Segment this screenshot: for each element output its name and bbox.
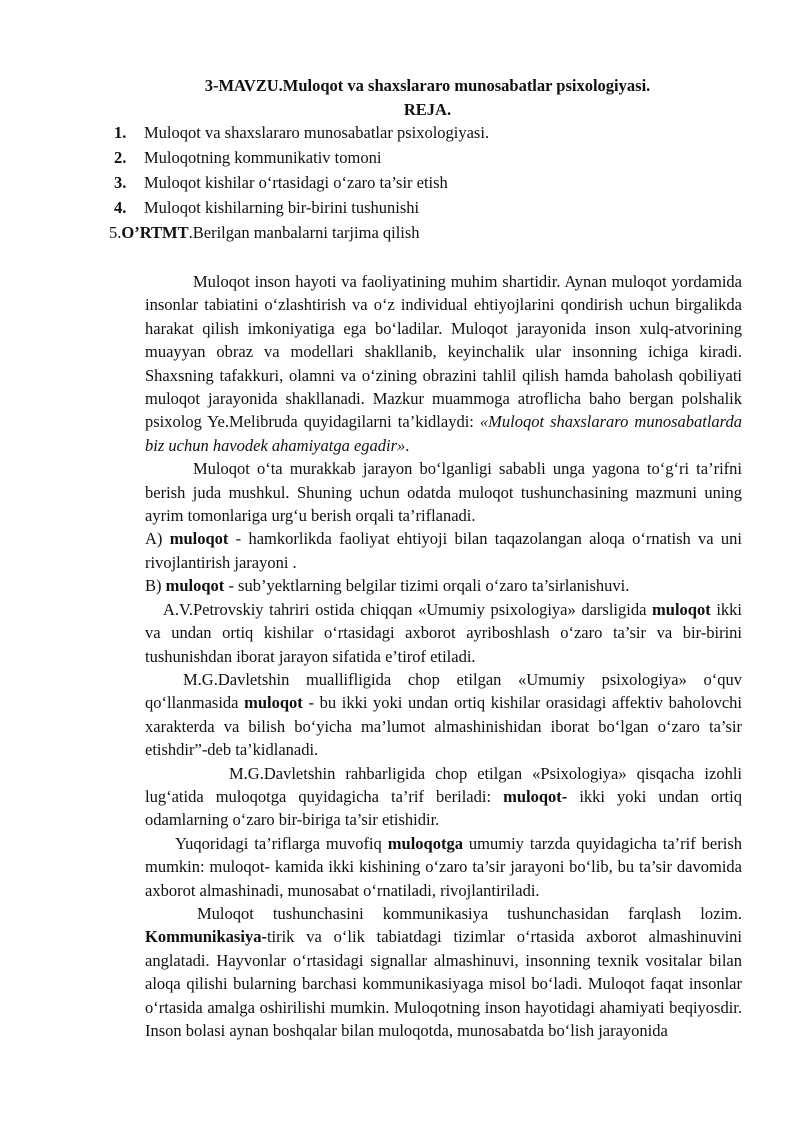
definition-text: - sub’yektlarning belgilar tizimi orqali o‘zaro ta’sirlanishuvi. [224,576,630,596]
paragraph-text: . [405,435,410,455]
plan-list [109,120,754,245]
paragraph-text: umumiy tarzda quyidagicha ta’rif berish mumkin: muloqot- kamida ikki kishining o‘zaro ta’sir jarayoni bo‘lib, bu ta’sir davomida axborot almashinadi, munosabat o‘rnatiladi, rivojlantiriladi. [145,833,743,900]
plan-item-text: Muloqot kishilar o‘rtasidagi o‘zaro ta’sir etish [144,173,448,192]
definition-prefix: B) [145,576,166,596]
paragraph-text: tirik va o‘lik tabiatdagi tizimlar o‘rtasida axborot almashinuvini anglatadi. Hayvonlar o‘rtasidagi signallar almashinuvi, insonning texnik vositalar bilan aloqa qilishi bularning barchasi kommunikasiyaga misol bo‘ladi. Muloqot faqat insonlar o‘rtasida amalga oshirilishi mumkin. Muloqotning inson hayotidagi ahamiyati beqiyosdir. Inson bolasi aynan boshqalar bilan muloqotda, munosabatda bo‘lish jarayonida [145,927,742,1040]
quote: «Muloqot shaxslararo munosabatlarda biz uchun havodek ahamiyatga egadir» [145,412,742,455]
plan-item-text: .Berilgan manbalarni tarjima qilish [188,223,420,242]
paragraph [145,668,742,762]
plan-item [109,220,754,245]
paragraph [145,762,742,832]
definition-text: - hamkorlikda faoliyat ehtiyoji bilan taqazolangan aloqa o‘rnatish va uni rivojlantirish jarayoni . [145,529,742,572]
paragraph-text: ikki va undan ortiq kishilar o‘rtasidagi axborot ayriboshlash o‘zaro ta’sir va bir-birini tushunishdan iborat jarayon sifatida e’tirof etiladi. [145,599,743,666]
plan-item-number: 3. [114,173,127,192]
paragraph-text: A.V.Petrovskiy tahriri ostida chiqqan «Umumiy psixologiya» darsligida [163,599,653,619]
plan-item-number: 1. [114,123,127,142]
body-text [145,270,742,1042]
paragraph-text: M.G.Davletshin muallifligida chop etilgan «Umumiy psixologiya» o‘quv qo‘llanmasida [145,669,742,713]
paragraph [145,598,742,668]
plan-heading: REJA. [403,100,452,119]
term: muloqot- [503,786,568,806]
definition-a [145,527,742,574]
term: muloqot [165,576,225,596]
term: muloqot [652,599,711,619]
definition-b [145,574,742,597]
paragraph-text: M.G.Davletshin rahbarligida chop etilgan «Psixologiya» qisqacha izohli lug‘atida muloqotga quyidagicha ta’rif beriladi: [145,763,742,806]
paragraph [145,270,742,457]
paragraph-text: - bu ikki yoki undan ortiq kishilar orasidagi affektiv baholovchi xarakterda va bilish bo‘yicha ma’lumot almashinishidan iborat bo‘lgan o‘zaro ta’sir etishdir”-deb ta’kidlanadi. [145,693,742,760]
plan-item-bold: O’RTMT [121,223,189,242]
paragraph-text: Yuqoridagi ta’riflarga muvofiq [175,833,388,853]
plan-item [114,170,754,195]
paragraph-text: Muloqot inson hayoti va faoliyatining muhim shartidir. Aynan muloqot yordamida insonlar tabiatini o‘zlashtirish va o‘z individual ehtiyojlarini qondirish uchun birgalikda harakat qilish imkoniyatiga ega bo‘ladilar. Muloqot jarayonida inson xulq-atvorining muayyan obraz va modellari shakllanib, keyinchalik ular insonning ichiga kiradi. Shaxsning tafakkuri, olamni va o‘zining obrazini tahlil qilish hamda baholash qobiliyati muloqot jarayonida shakllanadi. Mazkur muammoga atroflicha baho bergan polshalik psixolog Ye.Melibruda quyidagilarni ta’kidlaydi: [145,272,742,432]
plan-item-text: Muloqot kishilarning bir-birini tushunishi [144,198,420,217]
definition-prefix: A) [145,529,170,549]
paragraph [145,902,742,1042]
plan-item [114,120,754,145]
plan-item-number: 4. [114,198,127,217]
plan-item-text: Muloqotning kommunikativ tomoni [144,148,382,167]
paragraph-text: ikki yoki undan ortiq odamlarning o‘zaro bir-biriga ta’sir etishidir. [145,786,742,830]
plan-item [114,145,754,170]
term: muloqot [244,693,303,713]
paragraph: Muloqot o‘ta murakkab jarayon bo‘lganligi sababli unga yagona to‘g‘ri ta’rifni berish juda mushkul. Shuning uchun odatda muloqot tushunchasining mazmuni uning ayrim tomonlariga urg‘u berish orqali ta’riflanadi. [145,459,742,526]
paragraph-text: Muloqot tushunchasini kommunikasiya tushunchasidan farqlash lozim. [197,903,742,923]
paragraph [145,832,742,902]
page-title: 3-MAVZU.Muloqot va shaxslararo munosabatlar psixologiyasi. [204,76,651,95]
term: Kommunikasiya- [145,927,267,947]
plan-item-text: Muloqot va shaxslararo munosabatlar psixologiyasi. [144,123,490,142]
plan-item-number: 5. [109,223,122,242]
plan-item-number: 2. [114,148,127,167]
term: muloqotga [387,833,463,853]
plan-item [114,195,754,220]
term: muloqot [169,529,229,549]
